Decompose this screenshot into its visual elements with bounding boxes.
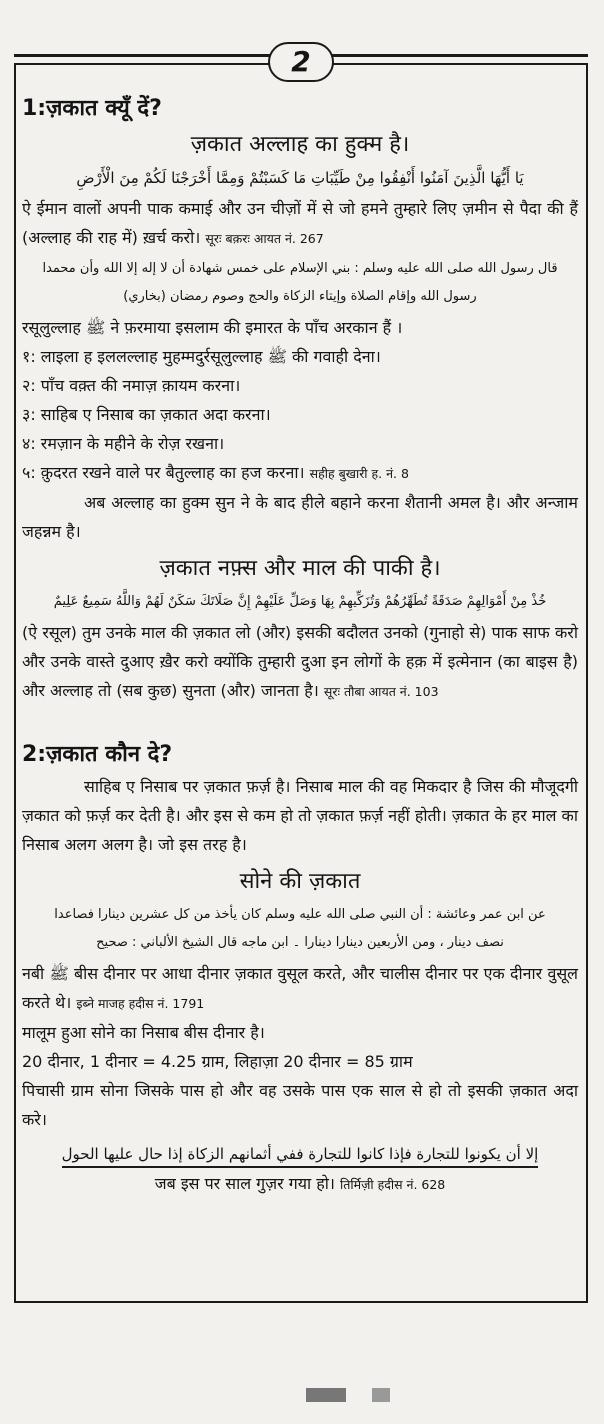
calc-line: 20 दीनार, 1 दीनार = 4.25 ग्राम, लिहाज़ा 20 दीनार = 85 ग्राम [22,1052,413,1071]
pillars-list [22,342,578,488]
hadith-arabic-1: قال رسول الله صلى الله عليه وسلم : بني الإسلام على خمس شهادة أن لا إله إلا الله وأن محمدا [42,261,558,276]
content [22,82,578,1199]
list-item: ५: क़ुदरत रखने वाले पर बैतुल्लाह का हज करना। सहीह बुखारी ह. नं. 8 [22,463,409,482]
translation-2-ref: सूरः तौबा आयत नं. 103 [323,684,439,699]
list-item: १: लाइला ह इललल्लाह मुहम्मदुर्रसूलुल्लाह ﷺ की गवाही देना। [22,347,381,366]
pillars-ref: सहीह बुखारी ह. नं. 8 [309,466,409,481]
final-arabic-wrap [22,1142,578,1168]
section1-title: ज़कात अल्लाह का हुक्म है। [190,132,410,157]
pillars-intro: रसूलुल्लाह ﷺ ने फ़रमाया इसलाम की इमारत के पाँच अरकान हैं । [22,318,403,337]
section1-title2: ज़कात नफ़्स और माल की पाकी है। [159,556,441,581]
list-item: ४: रमज़ान के महीने के रोज़ रखना। [22,434,225,453]
gold-title: सोने की ज़कात [239,869,361,894]
translation-2: (ऐ रसूल) तुम उनके माल की ज़कात लो (और) इसकी बदौलत उनको (गुनाहो से) पाक साफ करो और उनके वास्ते दुआए ख़ैर करो क्योंकि तुम्हारी दुआ इन लोगों के हक़ में इत्मेनान (का बाइस है) और अल्लाह तो (सब कुछ) सुनता (और) जानता है। सूरः तौबा आयत नं. 103 [22,623,578,700]
nisab-line: मालूम हुआ सोने का निसाब बीस दीनार है। [22,1023,265,1042]
final-arabic: إلا أن يكونوا للتجارة فإذا كانوا للتجارة ففي أثمانهم الزكاة إذا حال عليها الحول [62,1142,539,1168]
arabic-verse-1: يَا أَيُّهَا الَّذِينَ آمَنُوا أَنْفِقُوا مِنْ طَيِّبَاتِ مَا كَسَبْتُمْ وَمِمَّا أَخْرَجْنَا لَكُمْ مِنَ الْأَرْضِ [76,169,524,187]
warning-text: अब अल्लाह का हुक्म सुन ने के बाद हीले बहाने करना शैतानी अमल है। और अन्जाम जहन्नम है। [22,493,578,541]
section2-intro: साहिब ए निसाब पर ज़कात फ़र्ज़ है। निसाब माल की वह मिकदार है जिस की मौजूदगी ज़कात को फ़र्ज़ कर देती है। और इस से कम हो तो ज़कात फ़र्ज़ नहीं होती। ज़कात के हर माल का निसाब अलग अलग है। जो इस तरह है। [22,777,578,854]
gold-arabic-1: عن ابن عمر وعائشة : أن النبي صلى الله عليه وسلم كان يأخذ من كل عشرين دينارا فصاعدا [54,907,546,922]
arabic-verse-2: خُذْ مِنْ أَمْوَالِهِمْ صَدَقَةً تُطَهِّرُهُمْ وَتُزَكِّيهِمْ بِهَا وَصَلِّ عَلَيْهِمْ إِنَّ صَلَاتَكَ سَكَنٌ لَهُمْ وَاللَّهُ سَمِيعٌ عَلِيمٌ [53,594,547,609]
section2-heading: 2:ज़कात कौन दे? [22,742,173,767]
scan-mark [306,1388,346,1402]
section1-heading: 1:ज़कात क्यूँ दें? [22,96,162,121]
gold-translation-ref: इब्ने माजह हदीस नं. 1791 [76,996,205,1011]
list-item: ३: साहिब ए निसाब का ज़कात अदा करना। [22,405,271,424]
final-ref: तिर्मिज़ी हदीस नं. 628 [340,1177,446,1192]
final-line: जब इस पर साल गुज़र गया हो। तिर्मिज़ी हदीस नं. 628 [154,1174,446,1193]
translation-1: ऐ ईमान वालों अपनी पाक कमाई और उन चीज़ों में से जो हमने तुम्हारे लिए ज़मीन से पैदा की हैं (अल्लाह की राह में) ख़र्च करो। सूरः बक़रः आयत नं. 267 [22,199,578,247]
gold-translation: नबी ﷺ बीस दीनार पर आधा दीनार ज़कात वुसूल करते, और चालीस दीनार पर एक दीनार वुसूल करते थे। इब्ने माजह हदीस नं. 1791 [22,964,579,1012]
scan-mark [372,1388,390,1402]
page-number-badge: 2 [268,42,334,82]
gold-arabic-2: نصف دينار ، ومن الأربعين دينارا دينارا ۔ ابن ماجه قال الشيخ الألباني : صحيح [96,935,504,950]
hadith-arabic-2: رسول الله وإقام الصلاة وإيتاء الزكاة والحج وصوم رمضان (بخاري) [123,289,477,304]
calc-line-2: पिचासी ग्राम सोना जिसके पास हो और वह उसके पास एक साल से हो तो इसकी ज़कात अदा करे। [22,1081,578,1129]
list-item: २: पाँच वक़्त की नमाज़ क़ायम करना। [22,376,241,395]
translation-1-ref: सूरः बक़रः आयत नं. 267 [205,231,324,246]
